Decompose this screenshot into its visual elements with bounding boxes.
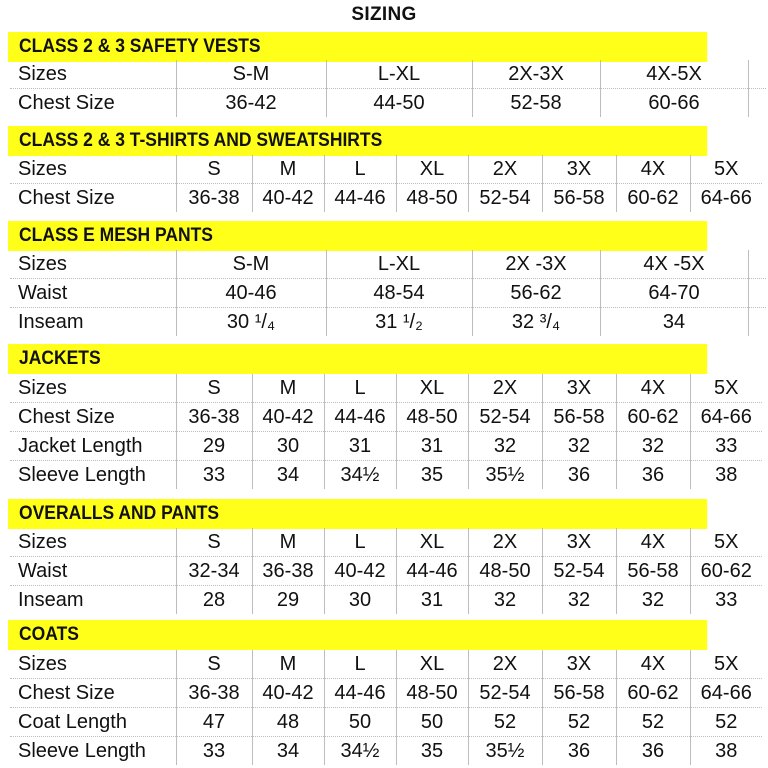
table-cell: 31 ¹/₂ — [326, 308, 472, 337]
table-cell: 32 ³/₄ — [472, 308, 600, 337]
table-row — [10, 60, 766, 89]
section-heading-mesh-pants: CLASS E MESH PANTS — [8, 221, 707, 251]
table-cell: 34½ — [324, 737, 396, 766]
table-cell: 60-62 — [616, 403, 690, 432]
table-cell: 48-54 — [326, 279, 472, 308]
table-cell: 56-58 — [542, 679, 616, 708]
table-cell: L — [324, 528, 396, 557]
table-cell: 34 — [600, 308, 748, 337]
table-cell: 36-38 — [176, 184, 252, 213]
table-cell: 52 — [690, 708, 762, 737]
table-cell: 38 — [715, 463, 738, 486]
table-cell: 32 — [542, 432, 616, 461]
table-cell: 32 — [616, 432, 690, 461]
table-cell: 48 — [252, 708, 324, 737]
table-cell: 32 — [468, 432, 542, 461]
table-cell: 4X — [616, 155, 690, 184]
table-cell: 4X — [616, 650, 690, 679]
table-cell: 48-50 — [468, 557, 542, 586]
table-cell: 32-34 — [176, 557, 252, 586]
table-cell: 36 — [616, 461, 690, 490]
table-cell: 2X — [468, 155, 542, 184]
table-cell: 30 ¹/₄ — [176, 308, 326, 337]
table-row — [10, 461, 762, 490]
table-cell: 60-62 — [616, 679, 690, 708]
table-row — [10, 586, 762, 615]
section-heading-tshirts: CLASS 2 & 3 T-SHIRTS AND SWEATSHIRTS — [8, 126, 707, 156]
table-cell: 44-50 — [326, 89, 472, 118]
table-cell-empty — [748, 308, 766, 337]
table-cell: XL — [396, 155, 468, 184]
table-cell: 56-62 — [472, 279, 600, 308]
table-cell: 56-58 — [542, 403, 616, 432]
table-cell: 64-70 — [600, 279, 748, 308]
table-cell: 5X — [690, 528, 762, 557]
table-cell: 29 — [252, 586, 324, 615]
table-cell: 4X -5X — [600, 250, 748, 279]
row-label: Jacket Length — [10, 432, 176, 461]
table-cell: XL — [396, 374, 468, 403]
table-cell: 33 — [690, 432, 762, 461]
table-row — [10, 155, 762, 184]
table-cell: 2X -3X — [472, 250, 600, 279]
coats-table — [10, 650, 762, 765]
table-cell: 33 — [176, 737, 252, 766]
table-cell: 52 — [542, 708, 616, 737]
table-row — [10, 650, 762, 679]
table-cell: 35½ — [468, 737, 542, 766]
table-cell: 64-66 — [690, 679, 762, 708]
row-label: Sizes — [10, 374, 176, 403]
table-cell: 44-46 — [396, 557, 468, 586]
table-cell: 64-66 — [700, 186, 752, 209]
table-cell: 2X — [468, 374, 542, 403]
jackets-table — [10, 374, 762, 489]
table-cell: XL — [396, 528, 468, 557]
table-cell: 4X-5X — [600, 60, 748, 89]
table-cell: L — [324, 374, 396, 403]
table-cell: S-M — [176, 250, 326, 279]
table-cell: M — [252, 528, 324, 557]
table-cell: XL — [396, 650, 468, 679]
table-cell: 36-38 — [176, 679, 252, 708]
row-label: Sizes — [10, 650, 176, 679]
table-row — [10, 528, 762, 557]
table-cell: 4X — [616, 374, 690, 403]
table-cell: 29 — [176, 432, 252, 461]
table-cell: 34½ — [324, 461, 396, 490]
table-cell-empty — [748, 89, 766, 118]
table-cell: 36-38 — [176, 403, 252, 432]
row-label: Inseam — [10, 308, 176, 337]
section-heading-coats: COATS — [8, 620, 707, 650]
table-cell: 30 — [252, 432, 324, 461]
row-label: Waist — [10, 557, 176, 586]
vests-table — [10, 60, 766, 117]
table-row — [10, 403, 762, 432]
table-row — [10, 308, 766, 337]
table-cell: 3X — [542, 155, 616, 184]
table-cell: 33 — [176, 461, 252, 490]
table-cell: 32 — [616, 586, 690, 615]
tshirts-table — [10, 155, 762, 212]
table-cell: 34 — [252, 461, 324, 490]
table-cell: 31 — [396, 586, 468, 615]
table-cell: 50 — [324, 708, 396, 737]
row-label: Waist — [10, 279, 176, 308]
table-row — [10, 279, 766, 308]
table-cell: 35 — [396, 737, 468, 766]
table-cell: 36-42 — [176, 89, 326, 118]
table-cell: S — [176, 155, 252, 184]
row-label: Sleeve Length — [10, 737, 176, 766]
row-label: Sleeve Length — [10, 461, 176, 490]
table-cell: 60-62 — [616, 184, 690, 213]
row-label: Sizes — [10, 155, 176, 184]
table-cell: 56-58 — [542, 184, 616, 213]
table-cell: 33 — [715, 588, 738, 611]
table-cell: 40-42 — [252, 403, 324, 432]
section-heading-overalls: OVERALLS AND PANTS — [8, 499, 707, 529]
row-label: Chest Size — [10, 184, 176, 213]
table-cell: 40-42 — [324, 557, 396, 586]
table-cell: 32 — [542, 586, 616, 615]
table-row — [10, 89, 766, 118]
row-label: Coat Length — [10, 708, 176, 737]
table-cell: 44-46 — [324, 403, 396, 432]
table-cell: S — [176, 528, 252, 557]
row-label: Sizes — [10, 60, 176, 89]
table-row — [10, 737, 762, 766]
mesh-pants-table — [10, 250, 766, 336]
table-cell: 40-42 — [252, 679, 324, 708]
table-cell: 56-58 — [616, 557, 690, 586]
table-cell: 44-46 — [324, 679, 396, 708]
table-cell-empty — [748, 60, 766, 89]
table-cell: 52-54 — [468, 184, 542, 213]
table-cell: 32 — [468, 586, 542, 615]
table-row — [10, 432, 762, 461]
table-cell: 38 — [715, 739, 738, 762]
table-cell: 3X — [542, 374, 616, 403]
table-row — [10, 250, 766, 279]
table-cell: 5X — [690, 155, 762, 184]
table-cell: 47 — [176, 708, 252, 737]
table-cell: L — [324, 155, 396, 184]
table-cell: 52-54 — [542, 557, 616, 586]
table-cell-empty — [748, 279, 766, 308]
section-heading-vests: CLASS 2 & 3 SAFETY VESTS — [8, 32, 707, 62]
table-cell: 3X — [542, 528, 616, 557]
table-cell: M — [252, 155, 324, 184]
table-row — [10, 374, 762, 403]
table-cell: 34 — [252, 737, 324, 766]
table-cell: 60-66 — [600, 89, 748, 118]
table-row — [10, 557, 762, 586]
table-cell: S — [176, 374, 252, 403]
table-cell: 52-58 — [472, 89, 600, 118]
table-cell: 60-62 — [690, 557, 762, 586]
table-cell: 50 — [396, 708, 468, 737]
table-cell: 52-54 — [468, 403, 542, 432]
table-cell: 5X — [690, 650, 762, 679]
row-label: Sizes — [10, 528, 176, 557]
table-cell: 36 — [616, 737, 690, 766]
table-cell: 48-50 — [396, 184, 468, 213]
table-cell: M — [252, 374, 324, 403]
table-cell: 30 — [324, 586, 396, 615]
table-cell: 31 — [396, 432, 468, 461]
table-cell: 2X — [468, 650, 542, 679]
table-cell: 64-66 — [690, 403, 762, 432]
table-cell: 40-46 — [176, 279, 326, 308]
table-cell: 5X — [690, 374, 762, 403]
table-cell: 52 — [616, 708, 690, 737]
table-cell: 28 — [176, 586, 252, 615]
table-cell: S — [176, 650, 252, 679]
table-cell: 48-50 — [396, 403, 468, 432]
row-label: Chest Size — [10, 679, 176, 708]
page-title: SIZING — [351, 4, 417, 25]
overalls-table — [10, 528, 762, 614]
row-label: Chest Size — [10, 403, 176, 432]
table-cell: 35 — [396, 461, 468, 490]
table-cell: 31 — [324, 432, 396, 461]
table-cell: 40-42 — [252, 184, 324, 213]
table-cell: 35½ — [468, 461, 542, 490]
row-label: Chest Size — [10, 89, 176, 118]
table-cell: 36 — [542, 737, 616, 766]
table-cell-empty — [748, 250, 766, 279]
table-row — [10, 679, 762, 708]
table-cell: 44-46 — [324, 184, 396, 213]
row-label: Sizes — [10, 250, 176, 279]
table-cell: 36 — [542, 461, 616, 490]
table-cell: 2X-3X — [472, 60, 600, 89]
table-cell: L-XL — [326, 60, 472, 89]
row-label: Inseam — [10, 586, 176, 615]
table-cell: 52 — [468, 708, 542, 737]
table-cell: L — [324, 650, 396, 679]
table-cell: 3X — [542, 650, 616, 679]
table-cell: L-XL — [326, 250, 472, 279]
table-cell: M — [252, 650, 324, 679]
table-cell: 36-38 — [252, 557, 324, 586]
table-row — [10, 708, 762, 737]
table-cell: 4X — [616, 528, 690, 557]
table-cell: 48-50 — [396, 679, 468, 708]
table-cell: S-M — [176, 60, 326, 89]
table-cell: 2X — [468, 528, 542, 557]
section-heading-jackets: JACKETS — [8, 344, 707, 374]
table-cell: 52-54 — [468, 679, 542, 708]
table-row — [10, 184, 762, 213]
